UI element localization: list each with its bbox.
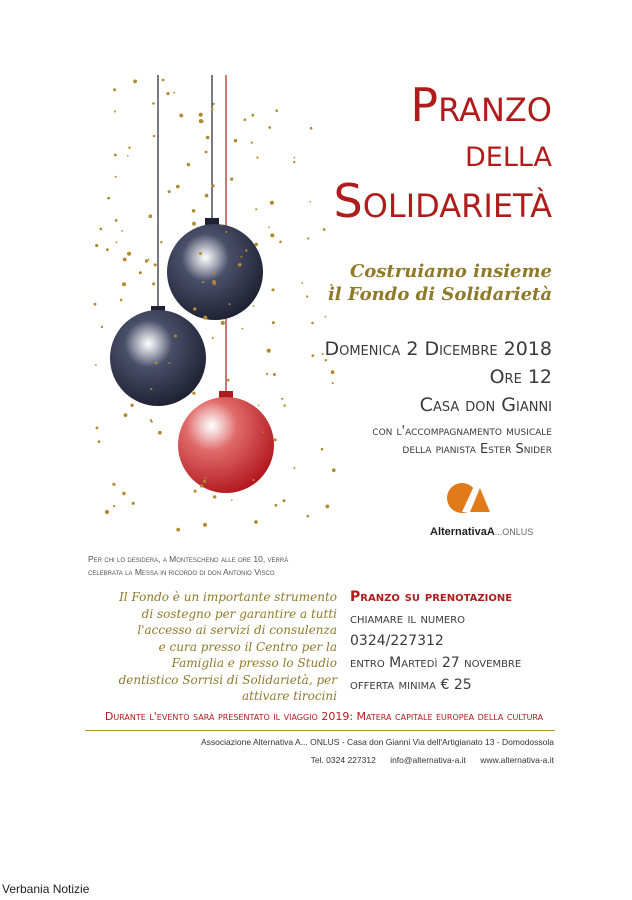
- gold-dot: [241, 256, 243, 258]
- gold-dot: [203, 316, 207, 320]
- gold-dot: [145, 259, 148, 262]
- footer-email[interactable]: info@alternativa-a.it: [390, 755, 466, 765]
- gold-dot: [199, 252, 202, 255]
- gold-dot: [245, 249, 247, 251]
- gold-dot: [312, 354, 315, 357]
- event-music-line-2: della pianista Ester Snider: [402, 442, 552, 457]
- gold-dot: [153, 135, 155, 137]
- gold-dot: [273, 373, 276, 376]
- gold-dot: [244, 118, 247, 121]
- gold-dot: [275, 109, 278, 112]
- gold-dot: [160, 241, 162, 243]
- gold-dot: [168, 190, 171, 193]
- footer-phone: Tel. 0324 227312: [310, 755, 376, 765]
- gold-dot: [115, 176, 117, 178]
- gold-dot: [253, 305, 255, 307]
- gold-dot: [162, 79, 165, 82]
- gold-dot: [251, 142, 253, 144]
- gold-dot: [213, 282, 216, 285]
- gold-dot: [155, 362, 158, 365]
- gold-dot: [94, 303, 97, 306]
- fund-line: Il Fondo è un importante strumento: [119, 590, 337, 604]
- logo-name: AlternativaA: [430, 526, 495, 538]
- gold-dot: [306, 295, 308, 297]
- title-line-2: della: [464, 131, 552, 175]
- gold-dot: [192, 222, 196, 226]
- gold-dot: [230, 178, 233, 181]
- gold-dot: [321, 448, 324, 451]
- gold-dot: [114, 154, 117, 157]
- gold-dot: [105, 510, 109, 514]
- footer-contacts: [311, 755, 554, 765]
- gold-dot: [279, 241, 282, 244]
- gold-dot: [113, 88, 116, 91]
- gold-dot: [234, 139, 237, 142]
- gold-dot: [192, 209, 196, 213]
- gold-dot: [238, 263, 242, 267]
- gold-dot: [231, 500, 233, 502]
- fund-line: Famiglia e presso lo Studio: [171, 656, 337, 670]
- gold-dot: [122, 282, 126, 286]
- fund-line: l'accesso ai servizi di consulenza: [137, 623, 337, 637]
- event-info: [324, 338, 552, 457]
- gold-dot: [307, 237, 309, 239]
- gold-dot: [283, 499, 286, 502]
- gold-dot: [227, 379, 230, 382]
- trip-note: Durante l'evento sarà presentato il viaggio 2019: Matera capitale europea della cultura: [104, 710, 544, 723]
- fund-line: e cura presso il Centro per la: [158, 639, 337, 654]
- gold-dot: [322, 353, 324, 355]
- gold-dot: [213, 495, 216, 498]
- gold-dot: [130, 404, 133, 407]
- gold-dot: [221, 224, 223, 226]
- gold-dot: [121, 230, 123, 232]
- gold-dot: [301, 282, 303, 284]
- gold-dot: [176, 528, 180, 532]
- gold-dot: [150, 388, 152, 390]
- gold-dot: [326, 505, 330, 509]
- fund-line: di sostegno per garantire a tutti: [141, 606, 337, 621]
- title-line-1: Pranzo: [410, 78, 552, 132]
- gold-dot: [101, 326, 103, 328]
- gold-dot: [176, 185, 180, 189]
- booking-offer: offerta minima € 25: [350, 677, 472, 693]
- gold-dot: [281, 398, 283, 400]
- gold-dot: [152, 282, 155, 285]
- gold-dot: [325, 316, 327, 318]
- gold-dot: [133, 80, 137, 84]
- booking-call: chiamare il numero: [350, 611, 466, 627]
- fund-line: dentistico Sorrisi di Solidarietà, per: [118, 672, 337, 687]
- footer-web[interactable]: www.alternativa-a.it: [480, 755, 554, 765]
- gold-dot: [293, 161, 295, 163]
- gold-dot: [256, 156, 258, 158]
- gold-dot: [150, 419, 152, 421]
- gold-dot: [332, 468, 336, 472]
- gold-dot: [98, 440, 101, 443]
- gold-dot: [283, 404, 285, 406]
- gold-dot: [123, 258, 127, 262]
- gold-dot: [158, 431, 162, 435]
- booking-phone: 0324/227312: [350, 633, 444, 649]
- gold-dot: [212, 103, 214, 105]
- gold-dot: [229, 303, 231, 305]
- booking-deadline: entro Martedì 27 novembre: [350, 655, 522, 671]
- gold-dot: [122, 492, 125, 495]
- gold-dot: [127, 155, 129, 157]
- gold-dot: [254, 243, 258, 247]
- gold-dot: [106, 248, 109, 251]
- gold-dot: [152, 102, 155, 105]
- gold-dot: [211, 108, 214, 111]
- title-line-3: Solidarietà: [333, 174, 552, 228]
- gold-dot: [205, 151, 208, 154]
- gold-dot: [193, 307, 196, 310]
- gold-dot: [254, 520, 258, 524]
- gold-dot: [274, 438, 277, 441]
- bauble-left-navy: [110, 310, 206, 406]
- gold-dot: [112, 483, 115, 486]
- footer-association: Associazione Alternativa A... ONLUS - Casa don Gianni Via dell'Artigianato 13 - Domodossola: [201, 737, 554, 747]
- logo-text: [430, 522, 533, 540]
- gold-dot: [268, 226, 270, 228]
- gold-dot: [311, 322, 314, 325]
- gold-dot: [174, 335, 177, 338]
- subtitle-line-2: il Fondo di Solidarietà: [327, 284, 552, 305]
- gold-dot: [194, 490, 197, 493]
- gold-dot: [154, 263, 157, 266]
- booking-info: [350, 589, 521, 693]
- gold-dot: [255, 208, 257, 210]
- gold-dot: [120, 299, 123, 302]
- gold-dot: [270, 201, 274, 205]
- gold-dot: [203, 523, 207, 527]
- gold-dot: [294, 157, 296, 159]
- gold-dot: [275, 504, 278, 507]
- gold-dot: [139, 271, 142, 274]
- bauble-red: [178, 397, 274, 493]
- gold-dot: [116, 241, 118, 243]
- gold-dot: [203, 480, 206, 483]
- gold-dot: [199, 113, 203, 117]
- mass-note: [88, 553, 288, 579]
- event-music-line-1: con l'accompagnamento musicale: [372, 424, 552, 439]
- gold-dot: [225, 231, 227, 233]
- gold-dot: [113, 505, 115, 507]
- gold-dot: [213, 272, 215, 274]
- gold-dot: [309, 201, 311, 203]
- gold-dot: [310, 127, 313, 130]
- gold-dot: [293, 467, 295, 469]
- gold-dot: [173, 92, 175, 94]
- alternativa-logo: [430, 478, 560, 542]
- gold-dot: [262, 431, 264, 433]
- gold-dot: [114, 111, 116, 113]
- event-date: Domenica 2 Dicembre 2018: [324, 338, 552, 360]
- gold-dot: [100, 228, 103, 231]
- subtitle-line-1: Costruiamo insieme: [349, 261, 552, 282]
- gold-dot: [272, 288, 275, 291]
- gold-dot: [166, 92, 169, 95]
- gold-dot: [266, 373, 268, 375]
- mass-note-line-1: Per chi lo desidera, a Montescheno alle ore 10, verrà: [88, 554, 289, 564]
- gold-dot: [148, 259, 150, 261]
- gold-dot: [221, 321, 225, 325]
- gold-dot: [205, 194, 209, 198]
- gold-dot: [272, 321, 275, 324]
- gold-dot: [242, 328, 244, 330]
- fund-line: attivare tirocini: [242, 689, 337, 703]
- gold-dot: [128, 147, 130, 149]
- gold-dot: [270, 233, 274, 237]
- gold-dot: [96, 427, 99, 430]
- gold-dot: [199, 119, 203, 123]
- gold-dot: [115, 219, 118, 222]
- gold-dot: [252, 479, 254, 481]
- gold-dot: [268, 126, 271, 129]
- subtitle: [328, 260, 552, 306]
- gold-dot: [200, 484, 203, 487]
- mass-note-line-2: celebrata la Messa in ricordo di don Antonio Visco: [88, 567, 275, 577]
- gold-dot: [206, 136, 210, 140]
- gold-dot: [212, 337, 214, 339]
- fund-description: [119, 589, 337, 705]
- gold-dot: [251, 114, 254, 117]
- page-title: [333, 78, 552, 228]
- gold-dot: [267, 349, 271, 353]
- gold-dot: [95, 244, 98, 247]
- gold-dot: [307, 515, 310, 518]
- watermark: Verbania Notizie: [2, 882, 90, 896]
- event-time: Ore 12: [489, 366, 552, 388]
- bauble-top-navy: [167, 224, 263, 320]
- gold-dot: [149, 214, 153, 218]
- gold-dot: [258, 405, 260, 407]
- logo-suffix: ...ONLUS: [494, 527, 534, 537]
- gold-dot: [202, 281, 204, 283]
- gold-dot: [127, 252, 131, 256]
- logo-icon: [444, 478, 504, 518]
- gold-dot: [124, 413, 128, 417]
- gold-dot: [205, 477, 207, 479]
- gold-dot: [169, 362, 171, 364]
- event-place: Casa don Gianni: [419, 394, 552, 416]
- gold-dot: [192, 392, 195, 395]
- gold-dot: [179, 114, 183, 118]
- gold-dot: [187, 163, 190, 166]
- gold-dot: [323, 228, 326, 231]
- footer-divider: [85, 730, 555, 731]
- gold-dot: [95, 364, 97, 366]
- gold-dot: [107, 197, 110, 200]
- gold-dot: [132, 502, 135, 505]
- booking-heading: Pranzo su prenotazione: [350, 589, 513, 605]
- gold-dot: [212, 184, 215, 187]
